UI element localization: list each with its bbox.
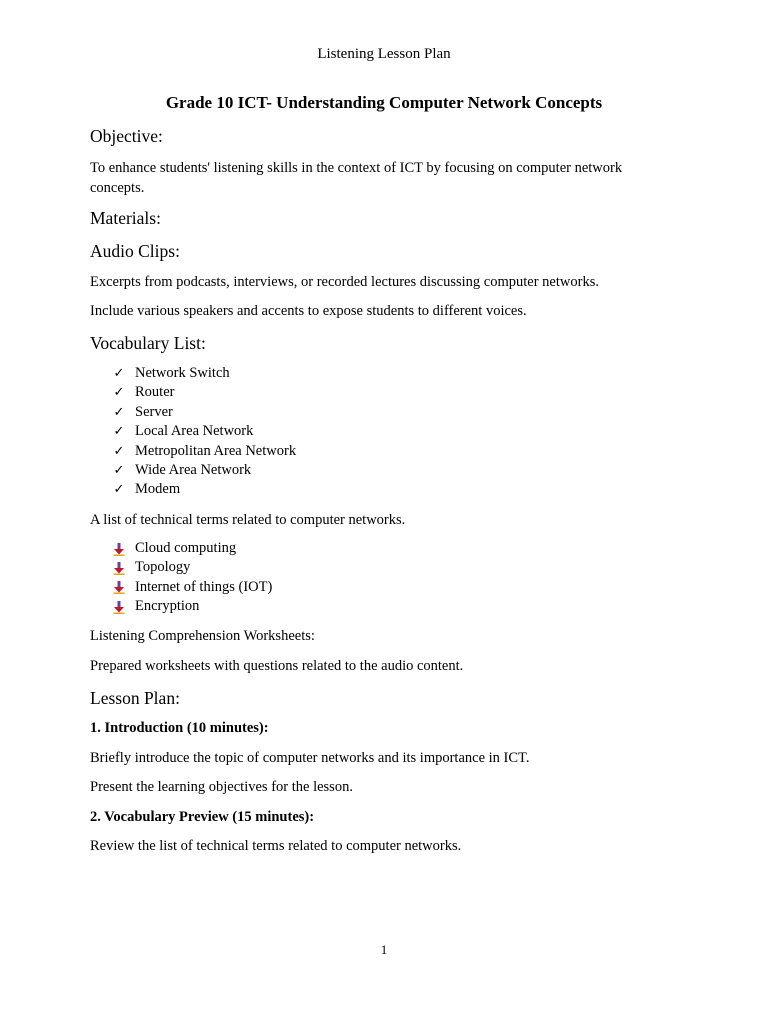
worksheets-heading: Listening Comprehension Worksheets: <box>90 628 315 644</box>
objective-heading: Objective: <box>90 126 163 146</box>
list-item-text: Wide Area Network <box>135 461 252 478</box>
section-2-heading: 2. Vocabulary Preview (15 minutes): <box>90 809 315 825</box>
document-title: Grade 10 ICT- Understanding Computer Network Concepts <box>165 93 603 112</box>
down-arrow-bullet-icon <box>112 578 126 597</box>
list-item-text: Topology <box>135 559 191 576</box>
list-item-text: Router <box>135 384 175 401</box>
section-1-line-1: Briefly introduce the topic of computer networks and its importance in ICT. <box>90 750 530 766</box>
list-item-text: Metropolitan Area Network <box>135 442 297 459</box>
section-1-heading: 1. Introduction (10 minutes): <box>90 720 269 736</box>
list-item-text: Local Area Network <box>135 423 254 440</box>
check-icon: ✓ <box>113 482 125 498</box>
down-arrow-bullet-icon <box>112 539 126 558</box>
audio-clips-line-1: Excerpts from podcasts, interviews, or recorded lectures discussing computer networks. <box>90 274 599 290</box>
down-arrow-bullet-icon <box>112 558 126 577</box>
worksheets-text: Prepared worksheets with questions related to the audio content. <box>90 658 464 674</box>
down-arrow-bullet-icon <box>112 597 126 616</box>
list-item-text: Cloud computing <box>135 540 237 556</box>
page-header: Listening Lesson Plan <box>317 46 451 62</box>
check-icon: ✓ <box>113 462 125 478</box>
check-icon: ✓ <box>113 443 125 459</box>
page-number: 1 <box>380 942 388 957</box>
check-icon: ✓ <box>113 366 125 381</box>
audio-clips-line-2: Include various speakers and accents to expose students to different voices. <box>90 303 527 319</box>
list-item-text: Network Switch <box>135 365 230 381</box>
list-item-text: Server <box>135 403 173 420</box>
list-item-text: Encryption <box>135 598 200 615</box>
check-icon: ✓ <box>113 424 125 440</box>
section-2-line-1: Review the list of technical terms related to computer networks. <box>90 838 462 854</box>
check-icon: ✓ <box>113 385 125 401</box>
materials-heading: Materials: <box>90 208 161 228</box>
objective-text: To enhance students' listening skills in the context of ICT by focusing on computer network concepts. <box>90 160 623 196</box>
check-icon: ✓ <box>113 404 125 420</box>
vocabulary-summary: A list of technical terms related to computer networks. <box>90 512 406 528</box>
list-item-text: Modem <box>135 481 181 498</box>
section-1-line-2: Present the learning objectives for the lesson. <box>90 779 353 795</box>
list-item-text: Internet of things (IOT) <box>135 578 273 595</box>
audio-clips-heading: Audio Clips: <box>90 241 180 261</box>
vocabulary-heading: Vocabulary List: <box>90 333 206 353</box>
lesson-plan-heading: Lesson Plan: <box>90 688 180 708</box>
